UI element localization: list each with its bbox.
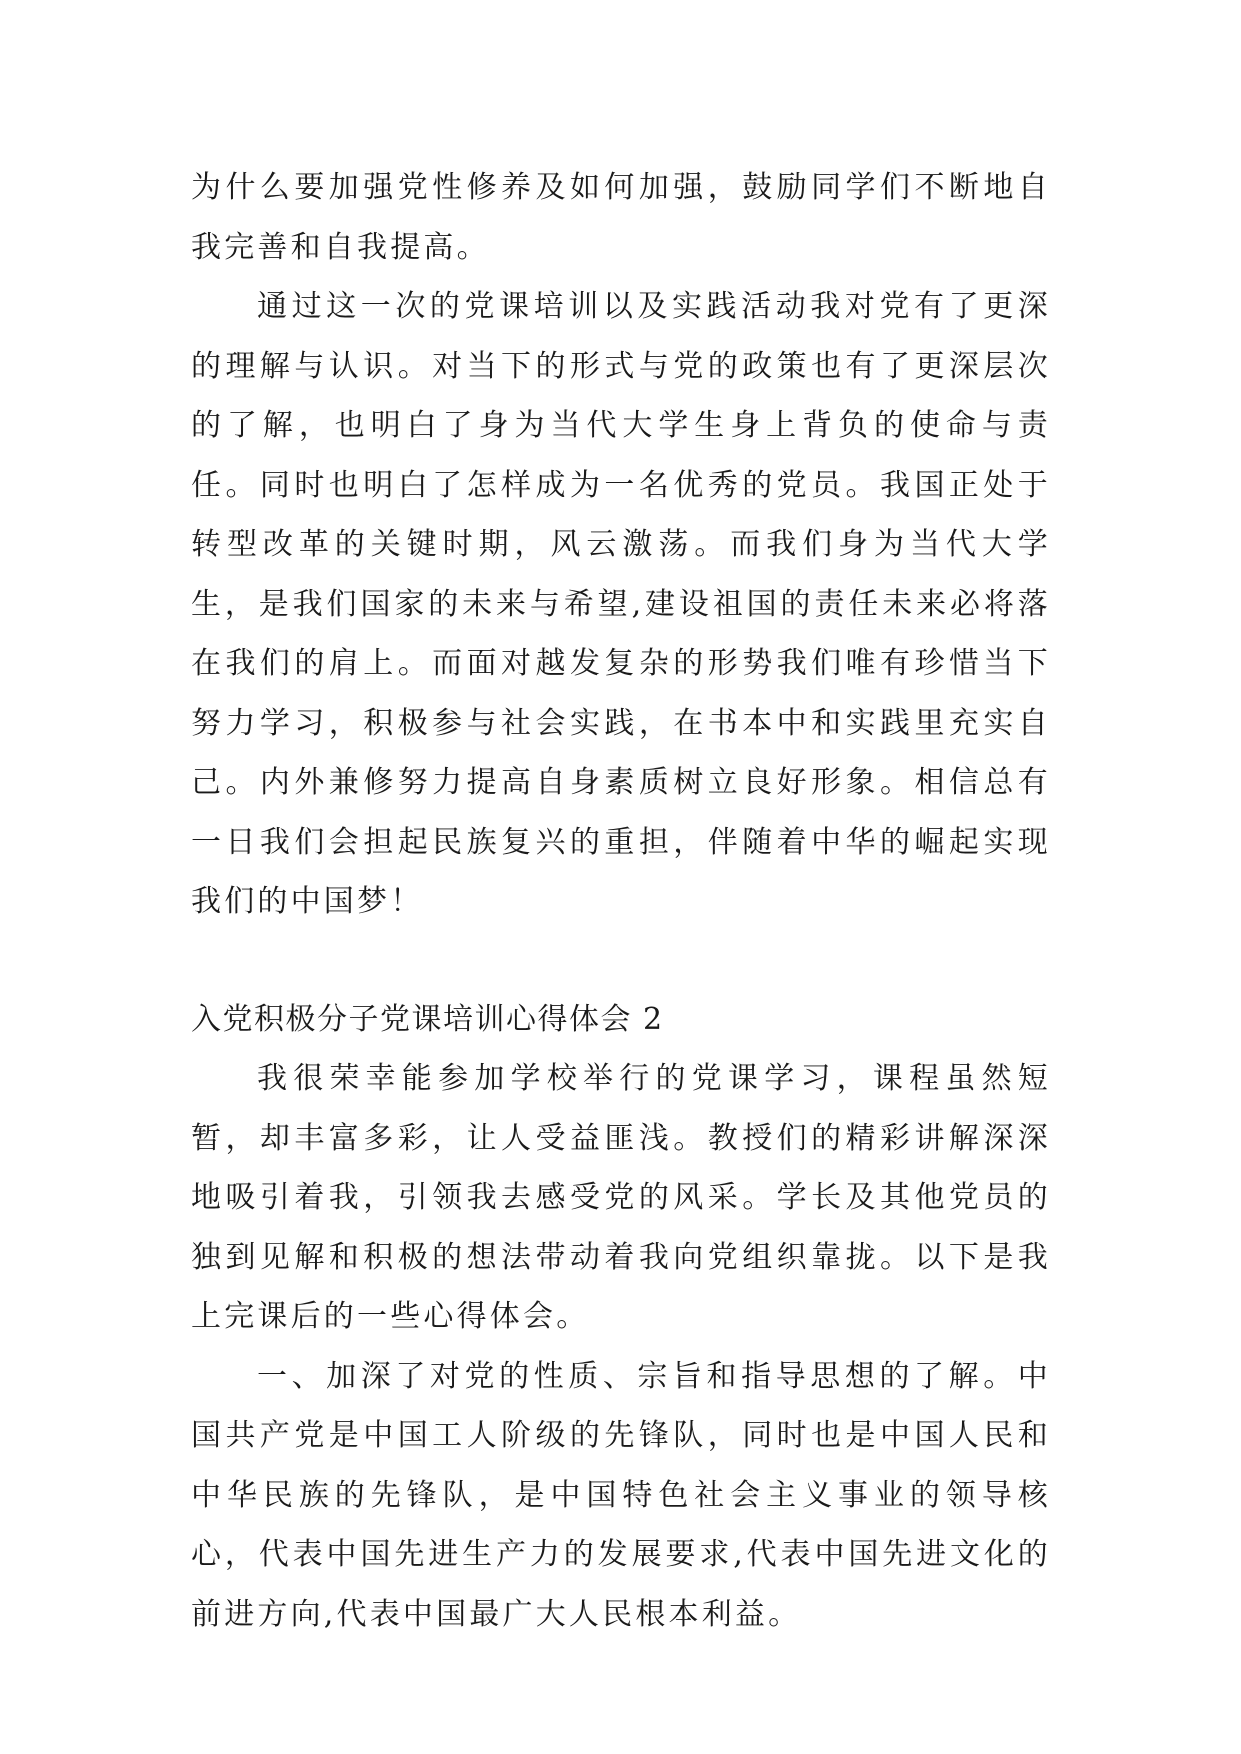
section-heading: 入党积极分子党课培训心得体会 2 (191, 1001, 664, 1037)
paragraph-continued: 为什么要加强党性修养及如何加强，鼓励同学们不断地自我完善和自我提高。 (191, 170, 1051, 265)
document-body (191, 158, 1051, 1644)
paragraph-training-reflection: 通过这一次的党课培训以及实践活动我对党有了更深的理解与认识。对当下的形式与党的政策也有了更深层次的了解，也明白了身为当代大学生身上背负的使命与责任。同时也明白了怎样成为一名优秀的党员。我国正处于转型改革的关键时期，风云激荡。而我们身为当代大学生，是我们国家的未来与希望,建设祖国的责任未来必将落在我们的肩上。而面对越发复杂的形势我们唯有珍惜当下努力学习，积极参与社会实践，在书本中和实践里充实自己。内外兼修努力提高自身素质树立良好形象。相信总有一日我们会担起民族复兴的重担，伴随着中华的崛起实现我们的中国梦！ (191, 289, 1051, 919)
paragraph-point-one: 一、加深了对党的性质、宗旨和指导思想的了解。中国共产党是中国工人阶级的先锋队，同时也是中国人民和中华民族的先锋队，是中国特色社会主义事业的领导核心，代表中国先进生产力的发展要求,代表中国先进文化的前进方向,代表中国最广大人民根本利益。 (191, 1358, 1051, 1632)
paragraph-intro: 我很荣幸能参加学校举行的党课学习，课程虽然短暂，却丰富多彩，让人受益匪浅。教授们的精彩讲解深深地吸引着我，引领我去感受党的风采。学长及其他党员的独到见解和积极的想法带动着我向党组织靠拢。以下是我上完课后的一些心得体会。 (191, 1061, 1051, 1334)
